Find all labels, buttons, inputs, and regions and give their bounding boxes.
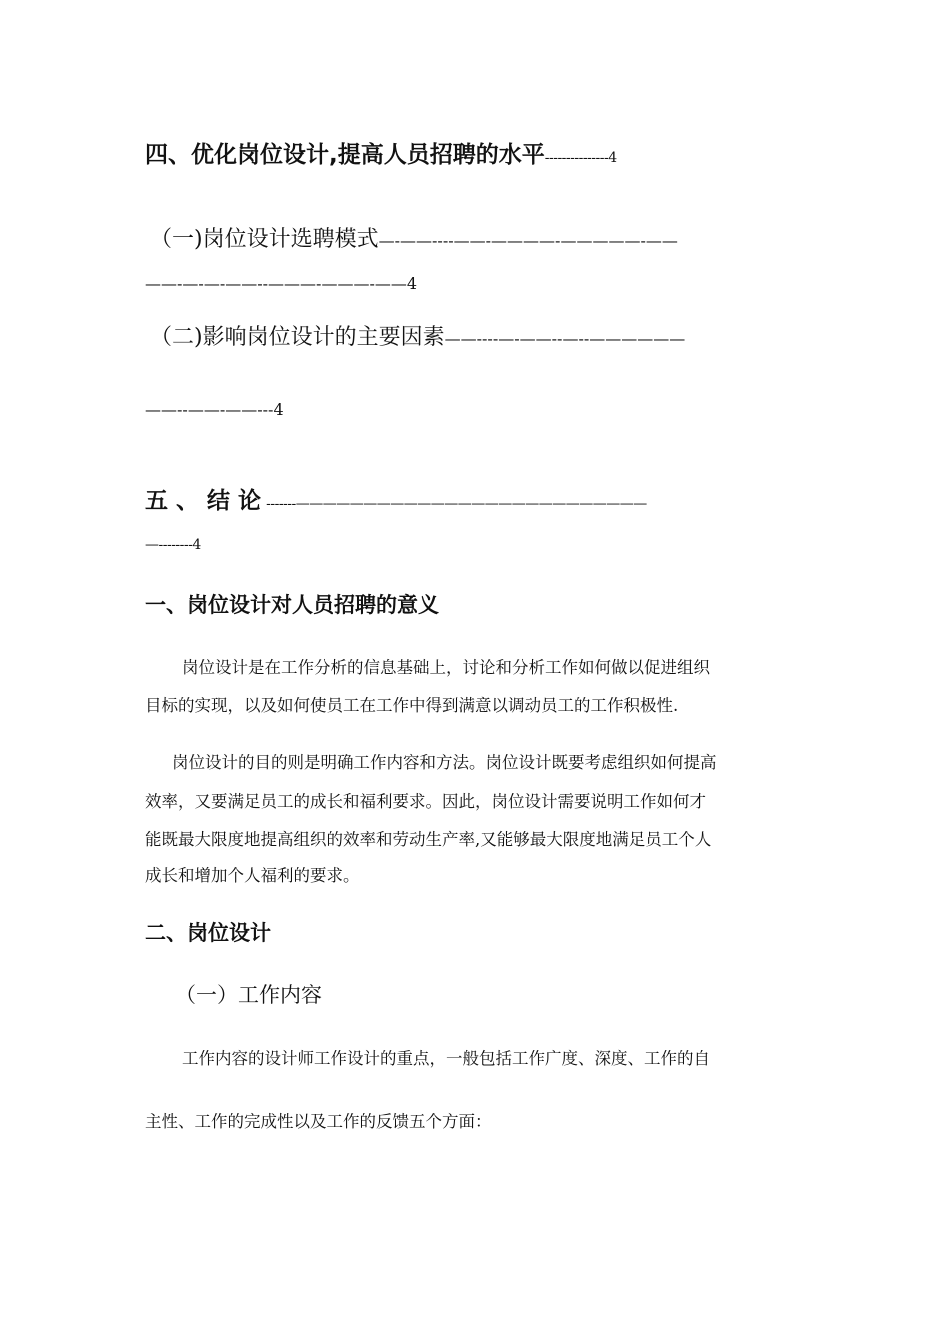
paragraph-line: 主性、工作的完成性以及工作的反馈五个方面： [145,1112,492,1131]
paragraph-line: 工作内容的设计师工作设计的重点，一般包括工作广度、深度、工作的自 [182,1049,710,1068]
paragraph-line: 成长和增加个人福利的要求。 [145,866,360,885]
toc-leader: -------—————————————————————————— [266,496,647,512]
paragraph-line: 岗位设计的目的则是明确工作内容和方法。岗位设计既要考虑组织如何提高 [172,753,717,772]
toc-entry-4-1 [150,222,678,253]
section-heading-1: 一、岗位设计对人员招聘的意义 [145,593,439,617]
toc-leader-continued: —--------4 [145,537,201,553]
paragraph-line: 效率，又要满足员工的成长和福利要求。因此，岗位设计需要说明工作如何才 [145,792,706,811]
toc-leader: ——----—-——--—--—————— [444,329,686,348]
toc-entry-title: （一)岗位设计选聘模式 [150,227,379,252]
toc-entry-title: 五 、 结 论 [145,488,262,514]
paragraph-line: 岗位设计是在工作分析的信息基础上，讨论和分析工作如何做以促进组织 [182,658,710,677]
toc-entry-5 [145,482,647,515]
toc-entry-title: （二)影响岗位设计的主要因素 [150,325,445,350]
toc-leader-continued: ——-—-—-——--———-———-——4 [145,274,418,293]
toc-leader: ---------------4 [544,150,617,166]
toc-leader-continued: ——--——-——---4 [145,400,284,419]
subsection-heading: （一）工作内容 [175,983,322,1007]
toc-leader: —-——----——-————-—————-—— [378,231,678,250]
paragraph-line: 目标的实现，以及如何使员工在工作中得到满意以调动员工的工作积极性. [145,696,679,715]
toc-entry-title: 四、优化岗位设计,提高人员招聘的水平 [145,142,545,168]
toc-entry-4 [145,136,617,169]
section-heading-2: 二、岗位设计 [145,921,271,945]
paragraph-line: 能既最大限度地提高组织的效率和劳动生产率,又能够最大限度地满足员工个人 [145,830,712,849]
toc-entry-4-2 [150,320,685,351]
